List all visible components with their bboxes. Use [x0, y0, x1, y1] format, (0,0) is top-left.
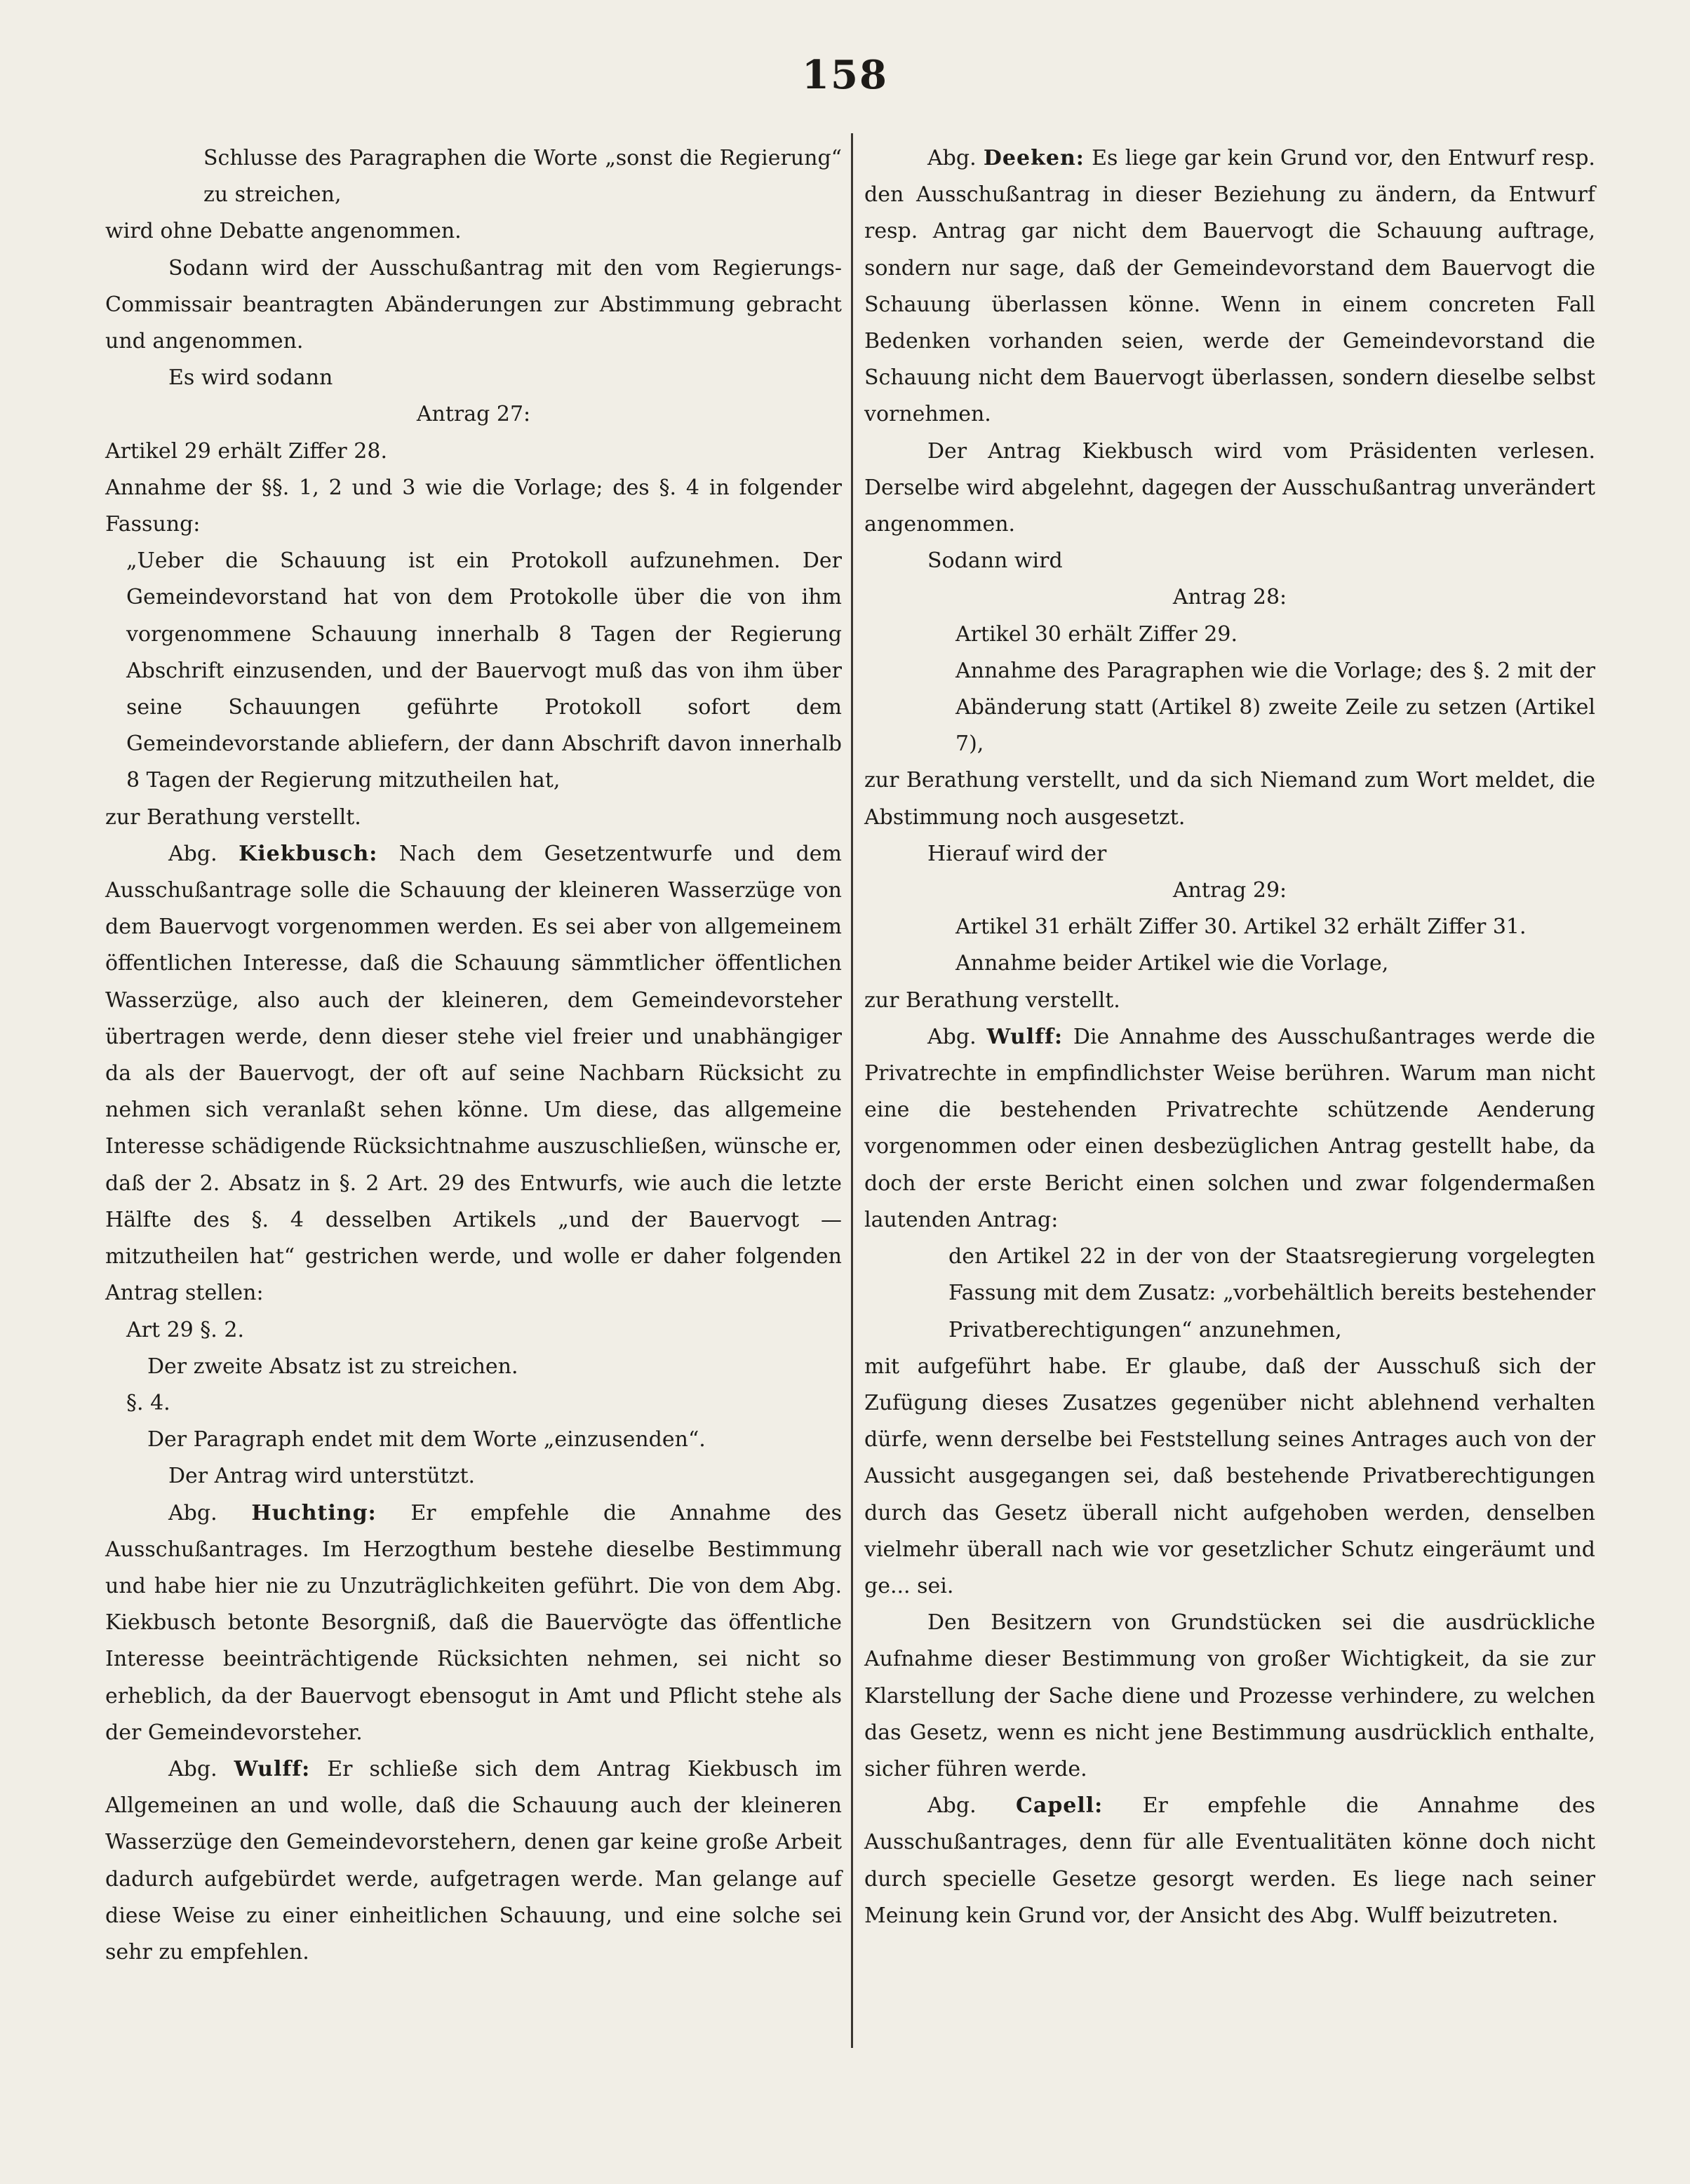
motion-line: Art 29 §. 2. — [126, 1317, 245, 1342]
speech — [864, 1788, 1595, 1934]
speaker-abbr: Abg. — [168, 1500, 217, 1525]
speaker-name: Kiekbusch: — [239, 841, 378, 866]
paragraph: zur Berathung verstellt. — [105, 804, 361, 830]
paragraph: zur Berathung verstellt, und da sich Niemand zum Wort meldet, die Abstimmung noch ausgesetzt. — [864, 768, 1595, 830]
paragraph: Der Antrag wird unterstützt. — [168, 1464, 476, 1489]
paragraph: Hierauf wird der — [927, 841, 1107, 866]
paragraph: wird ohne Debatte angenommen. — [105, 219, 462, 244]
motion-line: §. 4. — [126, 1390, 170, 1415]
motion-line: Der Paragraph endet mit dem Worte „einzusenden“. — [147, 1427, 706, 1452]
speaker-abbr: Abg. — [927, 1024, 977, 1049]
speech-text: Er schließe sich dem Antrag Kiekbusch im Allgemeinen an und wolle, daß die Schauung auch der kleineren Wasserzüge den Gemeindevorstehern, denen gar keine große Arbeit dadurch aufgebürdet werde, aufgetragen werde. Man gelange auf diese Weise zu einer einheitlichen Schauung, und eine solche sei sehr zu empfehlen. — [105, 1756, 842, 1964]
speech — [864, 1019, 1595, 1239]
paragraph: Den Besitzern von Grundstücken sei die ausdrückliche Aufnahme dieser Bestimmung von großer Wichtigkeit, da sie zur Klarstellung der Sache diene und Prozesse verhindere, zu welchen das Gesetz, wenn es nicht jene Bestimmung ausdrücklich enthalte, sicher führen werde. — [864, 1610, 1595, 1781]
speech-text: Er empfehle die Annahme des Ausschußantrages, denn für alle Eventualitäten könne doch nicht durch specielle Gesetze gesorgt werden. Es liege nach seiner Meinung kein Grund vor, der Ansicht des Abg. Wulff beizutreten. — [864, 1793, 1595, 1928]
motion-line: Artikel 31 erhält Ziffer 30. Artikel 32 erhält Ziffer 31. — [955, 915, 1527, 940]
paragraph: zur Berathung verstellt. — [864, 987, 1120, 1013]
motion-heading: Antrag 27: — [416, 402, 531, 427]
paragraph: mit aufgeführt habe. Er glaube, daß der Ausschuß sich der Zufügung dieses Zusatzes gegenüber nicht ablehnend verhalten dürfe, wenn derselbe bei Feststellung seines Antrages auch von der Aussicht ausgegangen sei, daß bestehende Privatberechtigungen durch das Gesetz überall nicht aufgehoben werden, denselben vielmehr überall nach wie vor gesetzlicher Schutz eingeräumt und ge... sei. — [864, 1354, 1595, 1598]
speaker-abbr: Abg. — [168, 841, 217, 866]
speaker-abbr: Abg. — [927, 146, 977, 170]
motion-line: Artikel 29 erhält Ziffer 28. — [105, 438, 388, 464]
speech — [105, 1495, 842, 1751]
right-column — [864, 140, 1595, 1934]
motion-heading: Antrag 28: — [1172, 585, 1287, 610]
speech — [105, 1751, 842, 1971]
motion-line: Artikel 30 erhält Ziffer 29. — [955, 621, 1238, 647]
speaker-abbr: Abg. — [927, 1793, 977, 1819]
motion-heading: Antrag 29: — [1172, 878, 1287, 903]
speaker-name: Deeken: — [983, 146, 1085, 170]
speech — [864, 140, 1595, 433]
speech-text: Er empfehle die Annahme des Ausschußantrages. Im Herzogthum bestehe dieselbe Bestimmung und habe hier nie zu Unzuträglichkeiten geführt. Die von dem Abg. Kiekbusch betonte Besorgniß, daß die Bauervögte das öffentliche Interesse beeinträchtigende Rücksichten nehmen, sei nicht so erheblich, da der Bauervogt ebensogut in Amt und Pflicht stehe als der Gemeindevorsteher. — [105, 1500, 842, 1745]
quoted-paragraph: „Ueber die Schauung ist ein Protokoll aufzunehmen. Der Gemeindevorstand hat von dem Protokolle über die von ihm vorgenommene Schauung innerhalb 8 Tagen der Regierung Abschrift einzusenden, und der Bauervogt muß das von ihm über seine Schauungen geführte Protokoll sofort dem Gemeindevorstande abliefern, der dann Abschrift davon innerhalb 8 Tagen der Regierung mitzutheilen hat, — [126, 548, 842, 793]
speaker-abbr: Abg. — [168, 1756, 217, 1781]
motion-text: Annahme der §§. 1, 2 und 3 wie die Vorlage; des §. 4 in folgender Fassung: — [105, 475, 842, 537]
speech — [105, 836, 842, 1312]
speech-text: Es liege gar kein Grund vor, den Entwurf resp. den Ausschußantrag in dieser Beziehung zu ändern, da Entwurf resp. Antrag gar nicht dem Bauervogt die Schauung auftrage, sondern nur sage, daß der Gemeindevorstand dem Bauervogt die Schauung überlassen könne. Wenn in einem concreten Fall Bedenken vorhanden seien, werde der Gemeindevorstand die Schauung nicht dem Bauervogt überlassen, sondern dieselbe selbst vornehmen. — [864, 146, 1595, 427]
motion-line: Der zweite Absatz ist zu streichen. — [147, 1354, 518, 1379]
speaker-name: Huchting: — [251, 1500, 377, 1525]
motion-line: Annahme beider Artikel wie die Vorlage, — [955, 951, 1389, 976]
left-column — [105, 140, 842, 1971]
page-number: 158 — [802, 52, 888, 98]
speech-text: Die Annahme des Ausschußantrages werde die Privatrechte in empfindlichster Weise berühren. Warum man nicht eine die bestehenden Privatrechte schützende Aenderung vorgenommen oder einen desbezüglichen Antrag gestellt habe, da doch der erste Bericht einen solchen und zwar folgendermaßen lautenden Antrag: — [864, 1024, 1595, 1232]
paragraph: Schlusse des Paragraphen die Worte „sonst die Regierung“ zu streichen, — [203, 146, 842, 208]
speaker-name: Wulff: — [986, 1024, 1064, 1049]
quoted-paragraph: den Artikel 22 in der von der Staatsregierung vorgelegten Fassung mit dem Zusatz: „vorbehältlich bereits bestehender Privatberechtigungen“ anzunehmen, — [948, 1244, 1595, 1342]
speaker-name: Capell: — [1016, 1793, 1104, 1819]
paragraph: Sodann wird — [927, 548, 1063, 574]
speech-text: Nach dem Gesetzentwurfe und dem Ausschußantrage solle die Schauung der kleineren Wasserzüge von dem Bauervogt vorgenommen werden. Es sei aber von allgemeinem öffentlichen Interesse, daß die Schauung sämmtlicher öffentlichen Wasserzüge, also auch der kleineren, dem Gemeindevorsteher übertragen werde, denn dieser stehe viel freier und unabhängiger da als der Bauervogt, der oft auf seine Nachbarn Rücksicht zu nehmen sich veranlaßt sehen könne. Um diese, das allgemeine Interesse schädigende Rücksichtnahme auszuschließen, wünsche er, daß der 2. Absatz in §. 2 Art. 29 des Entwurfs, wie auch die letzte Hälfte des §. 4 desselben Artikels „und der Bauervogt — mitzutheilen hat“ gestrichen werde, und wolle er daher folgenden Antrag stellen: — [105, 841, 842, 1306]
paragraph: Der Antrag Kiekbusch wird vom Präsidenten verlesen. Derselbe wird abgelehnt, dagegen der Ausschußantrag unverändert angenommen. — [864, 438, 1595, 537]
column-divider — [851, 133, 853, 2048]
paragraph: Es wird sodann — [168, 365, 333, 391]
motion-text: Annahme des Paragraphen wie die Vorlage; des §. 2 mit der Abänderung statt (Artikel 8) zweite Zeile zu setzen (Artikel 7), — [955, 658, 1595, 757]
paragraph: Sodann wird der Ausschußantrag mit den vom Regierungs-Commissair beantragten Abänderungen zur Abstimmung gebracht und angenommen. — [105, 255, 842, 354]
speaker-name: Wulff: — [234, 1756, 311, 1781]
